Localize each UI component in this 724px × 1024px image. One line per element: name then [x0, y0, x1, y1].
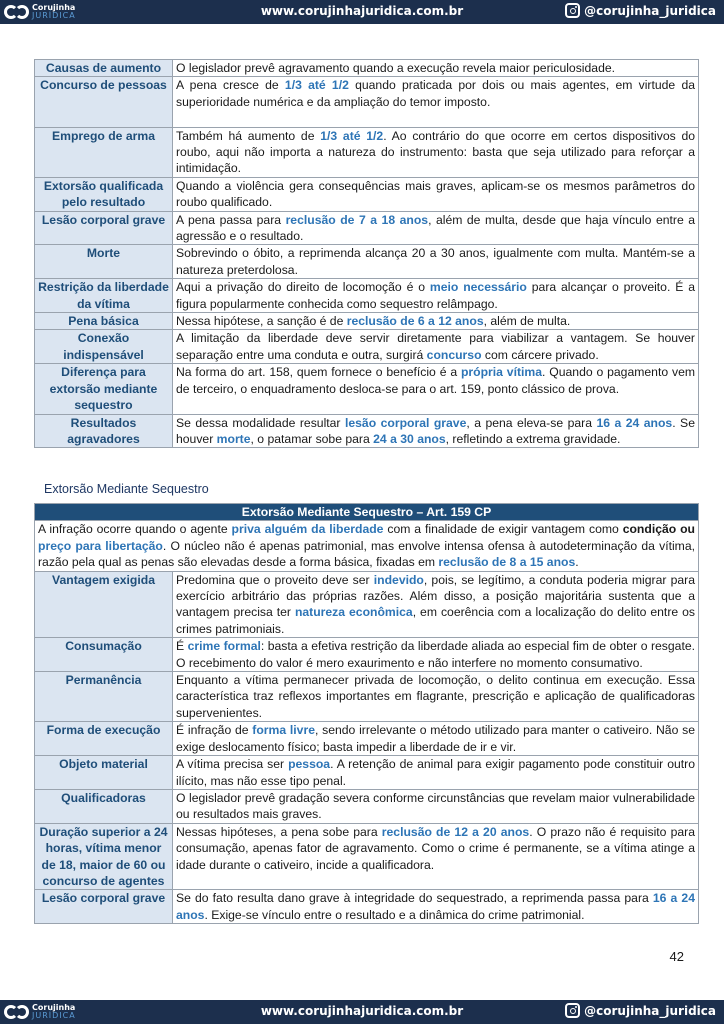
table-row: [35, 789, 699, 823]
text-segment: Sobrevindo o óbito, a reprimenda alcança 20 a 30 anos, igualmente com multa. Mantém-se a natureza preterdolosa.: [176, 246, 695, 277]
text-segment: . Se houver: [176, 415, 695, 446]
text-segment: , a pena eleva-se para: [466, 415, 597, 430]
text-segment: O legislador prevê agravamento quando a execução revela maior periculosidade.: [176, 61, 616, 75]
table-row: [35, 330, 699, 364]
text-segment: A pena cresce de: [176, 78, 285, 93]
row-description: [173, 77, 699, 127]
extortion-kidnapping-table: [34, 503, 699, 924]
table-row: [35, 211, 699, 245]
footer-brand-name-line1: Corujinha: [32, 1003, 76, 1012]
row-label: Objeto material: [35, 756, 173, 790]
highlighted-term: reclusão de 7 a 18 anos: [285, 212, 429, 227]
table-row: [35, 177, 699, 211]
text-segment: A vítima precisa ser: [176, 757, 289, 772]
instagram-icon: [565, 3, 580, 18]
highlighted-term: pessoa: [288, 757, 331, 772]
table-intro-row: [35, 521, 699, 571]
text-segment: com cárcere privado.: [481, 347, 599, 362]
highlighted-term: forma livre: [252, 723, 315, 738]
row-description: [173, 672, 699, 722]
row-label: Lesão corporal grave: [35, 211, 173, 245]
row-label: Emprego de arma: [35, 127, 173, 177]
table-row: [35, 313, 699, 330]
highlighted-term: própria vítima: [460, 365, 543, 380]
highlighted-term: natureza econômica: [294, 605, 413, 620]
highlighted-term: 1/3 até 1/2: [284, 78, 349, 93]
table-row: [35, 414, 699, 448]
row-description: [173, 177, 699, 211]
table-row: [35, 890, 699, 924]
text-segment: , sendo irrelevante o método utilizado para manter o cativeiro. Não se exige deslocamento físico; basta impedir a liberdade de ir e vir.: [176, 723, 695, 754]
bold-term: condição ou: [622, 522, 695, 537]
text-segment: . Ao contrário do que ocorre em certos dispositivos do roubo, aqui não importa a natureza do instrumento: basta que seja utilizado para reforçar a intimidação.: [176, 128, 695, 176]
row-label: Extorsão qualificada pelo resultado: [35, 177, 173, 211]
row-description: [173, 330, 699, 364]
highlighted-term: meio necessário: [429, 280, 527, 295]
text-segment: . Quando o pagamento vem de terceiro, o enquadramento desloca-se para o art. 159, ponto clássico de prova.: [176, 365, 695, 396]
row-label: Conexão indispensável: [35, 330, 173, 364]
highlighted-term: reclusão de 8 a 15 anos: [438, 555, 576, 570]
text-segment: . O prazo não é requisito para consumação, apenas fator de agravamento. Como o crime é permanente, se a vítima atinge a idade durante o cativeiro, incide a qualificadora.: [176, 824, 695, 872]
row-label: Restrição da liberdade da vítima: [35, 279, 173, 313]
text-segment: A infração ocorre quando o agente: [38, 522, 232, 537]
highlighted-term: lesão corporal grave: [344, 415, 467, 430]
text-segment: : basta a efetiva restrição da liberdade aliada ao especial fim de obter o resgate. O recebimento do valor é mero exaurimento e não interfere no momento consumativo.: [176, 639, 696, 670]
text-segment: com a finalidade de exigir vantagem como: [383, 522, 623, 537]
text-segment: . A retenção de animal para exigir pagamento pode constituir outro ilícito, mas não esse tipo penal.: [176, 757, 695, 788]
table-row: [35, 279, 699, 313]
row-description: [173, 364, 699, 414]
row-description: [173, 756, 699, 790]
highlighted-term: 24 a 30 anos: [373, 431, 446, 446]
row-label: Forma de execução: [35, 722, 173, 756]
text-segment: O legislador prevê gradação severa conforme circunstâncias que revelam maior vulnerabilidade ou resultados mais graves.: [176, 790, 695, 822]
text-segment: Nessas hipóteses, a pena sobe para: [176, 824, 382, 839]
highlighted-term: preço para libertação: [38, 538, 163, 553]
website-link[interactable]: www.corujinhajuridica.com.br: [260, 4, 464, 18]
text-segment: , além de multa.: [483, 314, 571, 329]
highlighted-term: concurso: [426, 347, 482, 362]
text-segment: Também há aumento de: [176, 128, 321, 143]
instagram-handle: @corujinha_juridica: [584, 3, 716, 18]
table-row: [35, 571, 699, 638]
table-intro: [35, 521, 699, 571]
row-description: [173, 414, 699, 448]
row-description: [173, 60, 699, 77]
text-segment: A limitação da liberdade deve servir diretamente para viabilizar a vantagem. Se houver separação entre uma conduta e outra, surgirá: [176, 331, 695, 362]
instagram-icon: [565, 1003, 580, 1018]
brand-name-line1: Corujinha: [32, 3, 76, 12]
text-segment: . O núcleo não é apenas patrimonial, mas envolve intensa ofensa à autodeterminação da vítima, razão pela qual as penas são elevadas desde a forma básica, fixadas em: [38, 538, 695, 570]
header-bar: [0, 0, 724, 24]
row-label: Concurso de pessoas: [35, 77, 173, 127]
text-segment: Na forma do art. 158, quem fornece o benefício é a: [176, 365, 461, 380]
text-segment: , pois, se legítimo, a conduta poderia migrar para exercício arbitrário das próprias razões. Além disso, a posição majoritária sustenta que a vantagem precisa ter: [176, 572, 695, 620]
text-segment: Nessa hipótese, a sanção é de: [176, 314, 347, 329]
text-segment: É infração de: [176, 723, 253, 738]
table-row: [35, 127, 699, 177]
text-segment: para alcançar o proveito. É a figura popularmente conhecida como sequestro relâmpago.: [176, 280, 695, 311]
row-label: Pena básica: [35, 313, 173, 330]
row-label: Lesão corporal grave: [35, 890, 173, 924]
row-label: Morte: [35, 245, 173, 279]
row-description: [173, 638, 699, 672]
row-label: Consumação: [35, 638, 173, 672]
row-description: [173, 823, 699, 890]
row-description: [173, 245, 699, 279]
text-segment: É: [176, 639, 188, 654]
row-description: [173, 211, 699, 245]
highlighted-term: morte: [216, 431, 251, 446]
footer-instagram-link[interactable]: [565, 1003, 716, 1018]
row-description: [173, 789, 699, 823]
highlighted-term: crime formal: [187, 639, 261, 654]
row-label: Qualificadoras: [35, 789, 173, 823]
section-label: Extorsão Mediante Sequestro: [44, 482, 209, 496]
footer-brand-name-line2: JURÍDICA: [32, 1011, 76, 1020]
row-description: [173, 890, 699, 924]
highlighted-term: reclusão de 6 a 12 anos: [346, 314, 484, 329]
table-row: [35, 245, 699, 279]
table-row: [35, 77, 699, 127]
text-segment: .: [575, 555, 579, 570]
page-number: 42: [669, 949, 684, 964]
row-label: Duração superior a 24 horas, vítima menor de 18, maior de 60 ou concurso de agentes: [35, 823, 173, 890]
text-segment: A pena passa para: [176, 212, 286, 227]
text-segment: Aqui a privação do direito de locomoção é o: [176, 280, 430, 295]
table-row: [35, 823, 699, 890]
text-segment: . Exige-se vínculo entre o resultado e a dinâmica do crime patrimonial.: [204, 907, 585, 922]
highlighted-term: priva alguém da liberdade: [231, 522, 384, 537]
highlighted-term: 16 a 24 anos: [176, 891, 695, 922]
footer-website-link[interactable]: www.corujinhajuridica.com.br: [260, 1004, 464, 1018]
row-description: [173, 127, 699, 177]
highlighted-term: reclusão de 12 a 20 anos: [381, 824, 530, 839]
table-row: [35, 60, 699, 77]
row-label: Permanência: [35, 672, 173, 722]
row-description: [173, 571, 699, 638]
row-label: Vantagem exigida: [35, 571, 173, 638]
text-segment: Quando a violência gera consequências mais graves, aplicam-se os mesmos parâmetros do roubo qualificado.: [176, 178, 695, 210]
table-row: [35, 756, 699, 790]
table-row: [35, 638, 699, 672]
text-segment: Predomina que o proveito deve ser: [176, 572, 374, 587]
text-segment: , refletindo a extrema gravidade.: [445, 431, 621, 446]
highlighted-term: 1/3 até 1/2: [320, 128, 384, 143]
row-description: [173, 313, 699, 330]
row-description: [173, 722, 699, 756]
table-title: Extorsão Mediante Sequestro – Art. 159 CP: [35, 504, 699, 521]
text-segment: Se dessa modalidade resultar: [176, 415, 345, 430]
row-label: Diferença para extorsão mediante sequestro: [35, 364, 173, 414]
aggravation-table: [34, 59, 699, 448]
footer-instagram-handle: @corujinha_juridica: [584, 1003, 716, 1018]
text-segment: Enquanto a vítima permanecer privada de locomoção, o delito continua em execução. Essa característica traz reflexos importantes em flagrante, prescrição e aplicação de qualificadoras supervenientes.: [176, 673, 695, 720]
row-description: [173, 279, 699, 313]
row-label: Resultados agravadores: [35, 414, 173, 448]
text-segment: , em coerência com a localização do delito entre os crimes patrimoniais.: [176, 605, 695, 636]
highlighted-term: indevido: [373, 572, 424, 587]
text-segment: , além de multa, desde que haja vínculo entre a agressão e o resultado.: [176, 212, 696, 244]
highlighted-term: 16 a 24 anos: [596, 415, 673, 430]
table-row: [35, 722, 699, 756]
text-segment: , o patamar sobe para: [250, 431, 374, 446]
table-row: [35, 364, 699, 414]
text-segment: Se do fato resulta dano grave à integridade do sequestrado, a reprimenda passa para: [176, 891, 653, 906]
row-label: Causas de aumento: [35, 60, 173, 77]
text-segment: quando praticada por dois ou mais agentes, em virtude da superioridade numérica e da ampliação do temor imposto.: [176, 78, 695, 109]
footer-bar: [0, 1000, 724, 1024]
table-row: [35, 672, 699, 722]
brand-name-line2: JURÍDICA: [32, 11, 76, 20]
table-title-row: [35, 504, 699, 521]
instagram-link[interactable]: [565, 3, 716, 18]
